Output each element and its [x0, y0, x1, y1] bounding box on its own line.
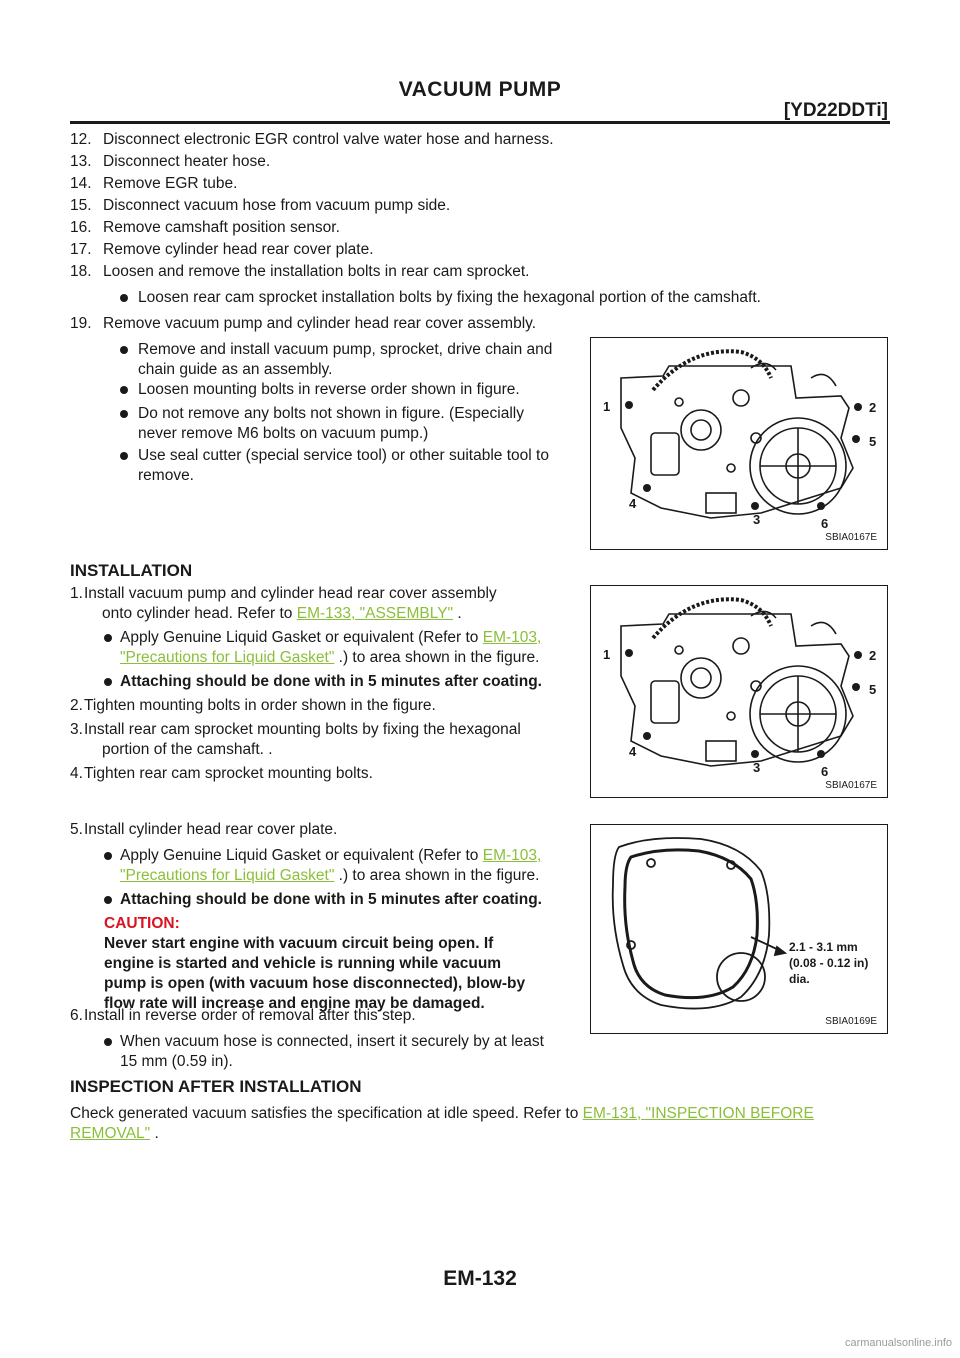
watermark: carmanualsonline.info	[844, 1337, 952, 1349]
fig2-label-1: 1	[603, 647, 611, 662]
caution-label: CAUTION:	[104, 915, 180, 932]
bullet-dot	[104, 1038, 112, 1046]
link-em-133[interactable]: EM-133, "ASSEMBLY"	[296, 605, 454, 622]
header-rule	[70, 121, 890, 124]
fig2-label-5: 5	[869, 682, 877, 697]
bullet-dot	[120, 294, 128, 302]
model-code: [YD22DDTi]	[783, 100, 888, 121]
cover-plate-illustration	[591, 825, 886, 1032]
fig2-label-4: 4	[629, 744, 637, 759]
bullet-dot	[120, 346, 128, 354]
fig3-dim-2: (0.08 - 0.12 in)	[789, 956, 869, 970]
link-em-103[interactable]: EM-103,	[482, 629, 542, 646]
link-precautions-liquid-gasket[interactable]: "Precautions for Liquid Gasket"	[120, 867, 335, 884]
bullet-dot	[120, 410, 128, 418]
bullet-dot	[120, 386, 128, 394]
page-title: VACUUM PUMP	[398, 78, 562, 101]
bullet-dot	[104, 634, 112, 642]
fig1-label-1: 1	[603, 399, 611, 414]
link-em-103[interactable]: EM-103,	[482, 847, 542, 864]
installation-heading: INSTALLATION	[70, 561, 193, 580]
fig3-dim-1: 2.1 - 3.1 mm	[789, 940, 858, 954]
bullet-dot	[120, 452, 128, 460]
bullet-dot	[104, 896, 112, 904]
fig1-label-2: 2	[869, 400, 877, 415]
link-em-131-removal[interactable]: REMOVAL"	[70, 1125, 151, 1142]
vacuum-pump-illustration	[591, 586, 886, 796]
bullet-dot	[104, 852, 112, 860]
figure-vacuum-pump-removal	[590, 337, 888, 550]
fig1-label-6: 6	[821, 516, 829, 531]
fig1-label-4: 4	[629, 496, 637, 511]
page-number: EM-132	[443, 1267, 517, 1290]
fig2-label-6: 6	[821, 764, 829, 779]
figure-cover-plate-gasket	[590, 824, 888, 1034]
figure-vacuum-pump-installation	[590, 585, 888, 798]
link-em-131[interactable]: EM-131, "INSPECTION BEFORE	[582, 1105, 814, 1122]
fig2-label-3: 3	[753, 760, 761, 775]
vacuum-pump-illustration	[591, 338, 886, 548]
figure-code: SBIA0167E	[825, 780, 877, 791]
fig1-label-3: 3	[753, 512, 761, 527]
figure-code: SBIA0167E	[825, 532, 877, 543]
inspection-heading: INSPECTION AFTER INSTALLATION	[70, 1077, 362, 1096]
fig3-dim-3: dia.	[789, 972, 810, 986]
fig1-label-5: 5	[869, 434, 877, 449]
figure-code: SBIA0169E	[825, 1016, 877, 1027]
bullet-dot	[104, 678, 112, 686]
fig2-label-2: 2	[869, 648, 877, 663]
link-precautions-liquid-gasket[interactable]: "Precautions for Liquid Gasket"	[120, 649, 335, 666]
